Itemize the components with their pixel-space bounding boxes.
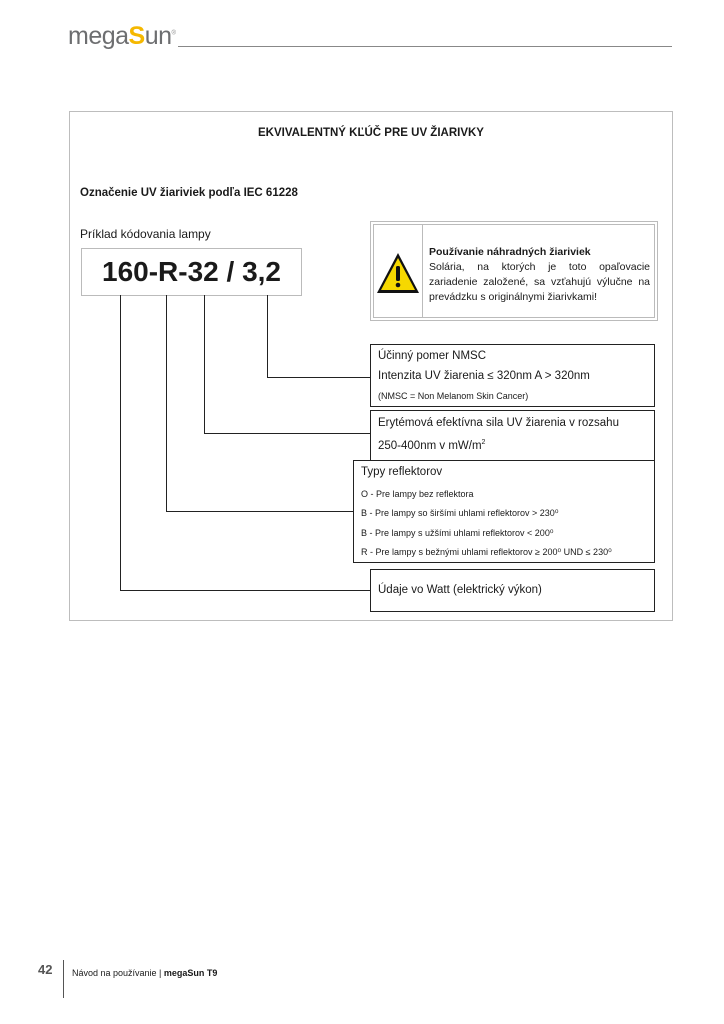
connector-line: [120, 590, 370, 591]
warning-title: Používanie náhradných žiariviek: [429, 246, 591, 258]
page-number: 42: [38, 962, 53, 977]
warning-box: [370, 221, 658, 321]
connector-line: [267, 295, 268, 377]
nmsc-note: (NMSC = Non Melanom Skin Cancer): [378, 391, 529, 401]
reflector-title: Typy reflektorov: [361, 466, 443, 478]
connector-line: [120, 295, 121, 590]
header-rule: [178, 46, 672, 47]
watt-title: Údaje vo Watt (elektrický výkon): [378, 584, 542, 596]
reflector-item: B - Pre lampy s užšími uhlami reflektorov < 200⁰: [361, 528, 554, 538]
reflector-item: R - Pre lampy s bežnými uhlami reflektorov ≥ 200⁰ UND ≤ 230⁰: [361, 547, 612, 557]
page-title: EKVIVALENTNÝ KĽÚČ PRE UV ŽIARIVKY: [258, 127, 484, 139]
connector-line: [204, 433, 370, 434]
nmsc-line: Intenzita UV žiarenia ≤ 320nm A > 320nm: [378, 370, 590, 382]
footer-text: [72, 968, 217, 978]
warning-text: Solária, na ktorých je toto opaľovacie zariadenie založené, sa vzťahujú výlučne na prevádzku s originálnymi žiarivkami!: [429, 261, 650, 303]
connector-line: [267, 377, 370, 378]
superscript: 2: [481, 439, 486, 446]
connector-line: [166, 511, 353, 512]
footer-label: Návod na používanie |: [72, 968, 164, 978]
erythema-line2: 250-400nm v mW/m: [378, 439, 482, 452]
lamp-code: 160-R-32 / 3,2: [81, 248, 302, 296]
warning-triangle-icon: [374, 225, 423, 317]
erythema-line1: Erytémová efektívna sila UV žiarenia v rozsahu: [378, 417, 619, 429]
reflector-box: [353, 460, 655, 563]
connector-line: [166, 295, 167, 511]
watt-box: [370, 569, 655, 612]
footer-divider: [63, 960, 64, 998]
megasun-logo: megaSun®: [68, 22, 176, 50]
reflector-item: O - Pre lampy bez reflektora: [361, 489, 474, 499]
erythema-box: [370, 410, 655, 461]
example-label: Príklad kódovania lampy: [80, 227, 211, 241]
nmsc-title: Účinný pomer NMSC: [378, 350, 486, 362]
connector-line: [204, 295, 205, 433]
section-heading: Označenie UV žiariviek podľa IEC 61228: [80, 187, 298, 199]
nmsc-box: [370, 344, 655, 407]
reflector-item: B - Pre lampy so širšími uhlami reflektorov > 230⁰: [361, 508, 559, 518]
footer-product: megaSun T9: [163, 968, 218, 978]
